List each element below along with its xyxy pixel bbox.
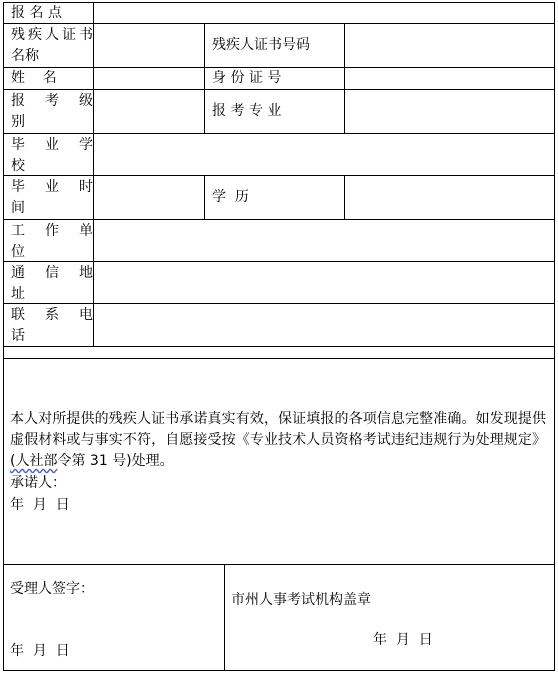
school-label: [3, 133, 94, 176]
exam-major-field[interactable]: [344, 89, 555, 134]
address-text: 通 信 地 址: [11, 265, 93, 302]
disability-cert-registration-form: [3, 2, 555, 671]
exam-level-text: 报 考 级 别: [11, 93, 93, 130]
cert-name-field[interactable]: [93, 23, 205, 68]
phone-text: 联 系 电 话: [11, 307, 93, 344]
name-text: 姓 名: [11, 70, 57, 86]
name-field[interactable]: [93, 67, 205, 90]
cert-name-label: [3, 23, 94, 68]
education-text: 学 历: [212, 189, 249, 205]
pledge-date: 年 月 日: [10, 497, 70, 513]
id-number-text: 身 份 证 号: [212, 70, 282, 86]
cert-name-text: 残疾人证书名称: [11, 27, 93, 64]
exam-major-text: 报 考 专 业: [212, 103, 282, 119]
school-text: 毕 业 学 校: [11, 137, 93, 174]
pledge-statement: [10, 409, 546, 472]
grad-time-label: [3, 175, 94, 220]
phone-label: [3, 303, 94, 347]
pledge-text-squiggle: (人社部: [10, 453, 58, 469]
receiver-signature-label: 受理人签字：: [10, 581, 94, 597]
id-number-label: [204, 67, 345, 90]
receiver-date: 年 月 日: [10, 643, 70, 659]
education-field[interactable]: [344, 175, 555, 220]
pledge-text-main: 本人对所提供的残疾人证书承诺真实有效，保证填报的各项信息完整准确。如发现提供虚假材料或与事实不符，自愿接受按《专业技术人员资格考试违纪违规行为处理规定》: [10, 411, 546, 448]
cert-number-text: 残疾人证书号码: [212, 37, 310, 53]
address-label: [3, 261, 94, 304]
school-field[interactable]: [93, 133, 555, 176]
exam-level-field[interactable]: [93, 89, 205, 134]
employer-field[interactable]: [93, 219, 555, 262]
registration-point-text: 报 名 点: [11, 4, 62, 21]
seal-date: 年 月 日: [373, 632, 433, 648]
cert-number-label: [204, 23, 345, 68]
cert-number-field[interactable]: [344, 23, 555, 68]
pledge-text-end: 令第 31 号)处理。: [57, 453, 174, 469]
grad-time-text: 毕 业 时 间: [11, 179, 93, 216]
exam-level-label: [3, 89, 94, 134]
promisor-label: 承诺人：: [10, 475, 66, 491]
phone-field[interactable]: [93, 303, 555, 347]
name-label: [3, 67, 94, 90]
education-label: [204, 175, 345, 220]
receiver-section: [3, 564, 225, 671]
pledge-section: [3, 358, 555, 565]
registration-point-field[interactable]: [93, 2, 555, 24]
seal-section: [224, 564, 555, 671]
grad-time-field[interactable]: [93, 175, 205, 220]
id-number-field[interactable]: [344, 67, 555, 90]
employer-label: [3, 219, 94, 262]
address-field[interactable]: [93, 261, 555, 304]
registration-point-label: [3, 2, 94, 24]
seal-label: 市州人事考试机构盖章: [231, 592, 371, 608]
exam-major-label: [204, 89, 345, 134]
employer-text: 工 作 单 位: [11, 223, 93, 260]
